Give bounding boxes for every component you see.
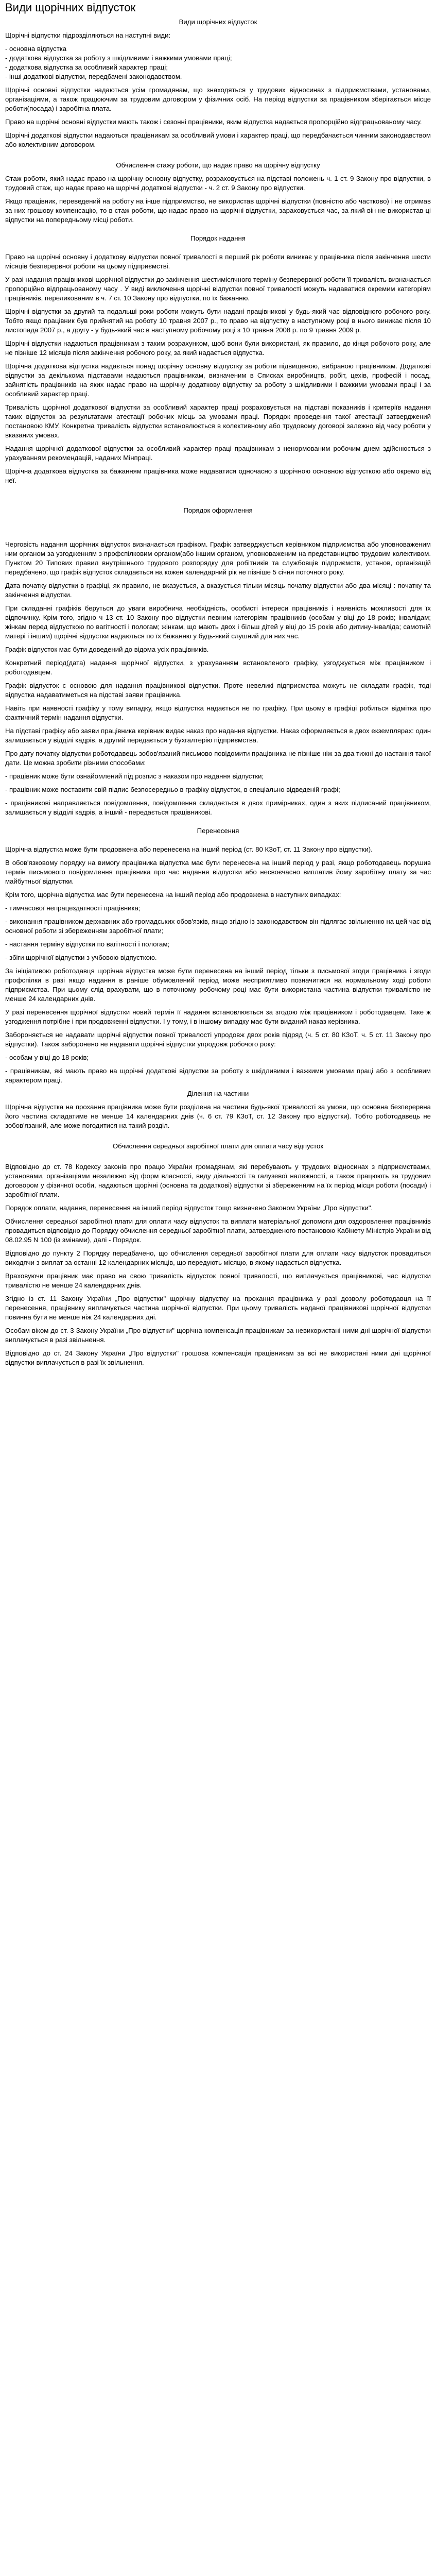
paragraph: Стаж роботи, який надає право на щорічну основну відпустку, розраховується на підставі положень ч. 1 ст. 9 Закону про відпустки, в трудовий стаж, що надає право на щорічні додаткові відпустки - ч. 2 ст. 9 Закону про відпустки. bbox=[5, 175, 431, 192]
paragraph: Черговість надання щорічних відпусток визначається графіком. Графік затверджується керівником підприємства або уповноваженим ним органом за узгодженням з профспілковим органом(або іншим органом, уповноваженим на представництво трудовим колективом. Пунктом 20 Типових правил внутрішнього трудового розпорядку для робітників та службовців підприємств, установ, організацій передбачено, що графік відпусток складається на кожен календарний рік не пізніше 5 січня поточного року. bbox=[5, 540, 431, 576]
paragraph: Щорічні додаткові відпустки надаються працівникам за особливий умови і характер праці, що передбачається чинним законодавством або колективним договором. bbox=[5, 131, 431, 148]
section-title-pay: Обчислення середньої заробітної плати для оплати часу відпусток bbox=[112, 1142, 324, 1150]
paragraph: Право на щорічні основні відпустки мають також і сезонні працівники, яким відпустка надається пропорційно відпрацьованому часу. bbox=[5, 118, 422, 126]
paragraph: Особам віком до ст. 3 Закону України „Про відпустки" щорічна компенсація працівникам за невикористані ними дні щорічної відпустки виплачується в разі звільнення. bbox=[5, 1327, 431, 1344]
paragraph: Щорічна відпустка може бути продовжена або перенесена на інший період (ст. 80 КЗоТ, ст. 11 Закону про відпустки). bbox=[5, 845, 373, 853]
paragraph: - виконання працівником державних або громадських обов'язків, якщо згідно із законодавством він підлягає звільненню на цей час від основної роботи зі збереженням заробітної плати; bbox=[5, 918, 431, 935]
section-title-stazh: Обчислення стажу роботи, що надає право на щорічну відпустку bbox=[116, 161, 320, 169]
list-item: - інші додаткові відпустки, передбачені законодавством. bbox=[5, 73, 182, 80]
paragraph: Щорічна відпустка на прохання працівника може бути розділена на частини будь-якої тривалості за умови, що основна безперервна його частина складатиме не менше 14 календарних днів (ч. 6 ст. 79 КЗоТ, ст. 12 Закону про відпустки). Тобто роботодавець не зобов'язаний, але може погодитися на такий розділ. bbox=[5, 1103, 431, 1129]
paragraph: За ініціативою роботодавця щорічна відпустка може бути перенесена на інший період тільки з письмової згоди працівника і згоди профспілки в разі якщо надання в раніше обумовлений період може несприятливо позначитися на нормальному ході роботи підприємства. При цьому слід врахувати, що в поточному робочому році має бути використана частина відпустки тривалістю не менше 24 календарних днів. bbox=[5, 967, 431, 1003]
intro-lead: Щорічні відпустки підрозділяються на наступні види: bbox=[5, 31, 171, 39]
paragraph: Щорічна додаткова відпустка надається понад щорічну основну відпустку за роботи підвищеною, вибраною працівникам. Додаткові відпустки за декількома підставами надаються працівникам, визначеним в Списках виробництв, робіт, цехів, професій і посад, зайнятість працівників на яких надає право на щорічну додаткову відпустку за роботу з шкідливими і важкими умовами праці і за особливий характер праці. bbox=[5, 362, 431, 398]
paragraph: - тимчасової непрацездатності працівника; bbox=[5, 904, 141, 912]
paragraph: Щорічні відпустки за другий та подальші роки роботи можуть бути надані працівникові у будь-який час відповідного робочого року. Тобто якщо працівник був прийнятий на роботу 10 травня 2007 р., то право на відпустку в наступному році в нього виникає після 10 листопада 2007 р., а другу - у будь-який час в наступному робочому році з 10 травня 2008 р. по 9 травня 2009 р. bbox=[5, 308, 431, 334]
paragraph: При складанні графіків беруться до уваги виробнича необхідність, особисті інтереси працівників і наявність можливості для їх відпочинку. Крім того, згідно ч 13 ст. 10 Закону про відпустки певним категоріям працівників (особам у віці до 18 років; інвалідам; жінкам перед відпусткою по вагітності і пологам; жінкам, що мають двох і більш дітей у віці до 15 років або дитину-інваліда; самотній матері і іншим) щорічні відпустки надаються по їх бажанню у будь-який слушний для них час. bbox=[5, 604, 431, 640]
paragraph: - особам у віці до 18 років; bbox=[5, 1054, 89, 1061]
paragraph: Порядок оплати, надання, перенесення на інший період відпусток тощо визначено Законом України „Про відпустки". bbox=[5, 1204, 373, 1212]
paragraph: Відповідно до пункту 2 Порядку передбачено, що обчислення середньої заробітної плати для оплати часу відпусток провадиться виходячи з виплат за останні 12 календарних місяців, що передують місяцю, в якому надається відпустка. bbox=[5, 1249, 431, 1266]
paragraph: Щорічні відпустки надаються працівникам з таким розрахунком, щоб вони були використані, як правило, до кінця робочого року, але не пізніше 12 місяців після закінчення робочого року, за який надається відпустка. bbox=[5, 340, 431, 357]
section-title-order: Порядок надання bbox=[190, 234, 246, 242]
paragraph: На підставі графіку або заяви працівника керівник видає наказ про надання відпустки. Наказ оформляється в двох екземплярах: один залишається у відділі кадрів, а другий передається у бухгалтерію підприємства. bbox=[5, 727, 431, 744]
paragraph: Конкретний період(дата) надання щорічної відпустки, з урахуванням встановленого графіку, узгоджується між працівником і роботодавцем. bbox=[5, 659, 431, 676]
paragraph: Графік відпусток має бути доведений до відома усіх працівників. bbox=[5, 646, 209, 653]
paragraph: Щорічні основні відпустки надаються усім громадянам, що знаходяться у трудових відносинах з підприємствами, установами, організаціями, а також працюючим за трудовим договором у фізичних осіб. На період відпустки за працівником зберігається місце роботи(посада) і заробітна плата. bbox=[5, 86, 431, 112]
list-item: - додаткова відпустка за роботу з шкідливими і важкими умовами праці; bbox=[5, 54, 232, 62]
paragraph: Тривалість щорічної додаткової відпустки за особливий характер праці розраховується на підставі показників і критеріїв надання таких відпусток за результатами атестації робочих місць за умовами праці. Порядок проведення такої атестації затверджений постановою КМУ. Конкретна тривалість відпустки встановлюється в колективному або трудовому договорі залежно від часу роботи у вказаних умовах. bbox=[5, 403, 431, 439]
paragraph: Відповідно до ст. 78 Кодексу законів про працю України громадянам, які перебувають у трудових відносинах з підприємствами, установами, організаціями незалежно від форм власності, виду діяльності та галузевої належності, а також працюють за трудовим договором у фізичної особи, надаються щорічні (основна та додаткові) відпустки зі збереженням на їх період місця роботи (посади) і заробітної плати. bbox=[5, 1163, 431, 1198]
paragraph: Обчислення середньої заробітної плати для оплати часу відпусток та виплати матеріальної допомоги для оздоровлення працівників провадиться відповідно до Порядку обчислення середньої заробітної плати, затвердженого постановою Кабінету Міністрів України від 08.02.95 N 100 (із змінами), далі - Порядок. bbox=[5, 1217, 431, 1244]
types-list bbox=[5, 44, 431, 81]
paragraph: Дата початку відпустки в графіці, як правило, не вказується, а вказується тільки місяць початку відпустки або два місяці : початку та закінчення відпустки. bbox=[5, 582, 431, 599]
paragraph: У разі перенесення щорічної відпустки новий термін її надання встановлюється за згодою між працівником і роботодавцем. Таке ж узгодження потрібне і при продовженні відпустки. І у тому, і в іншому випадку має бути виданий наказ керівника. bbox=[5, 1008, 431, 1025]
paragraph: Якщо працівник, переведений на роботу на інше підприємство, не використав щорічні відпустки (повністю або частково) і не отримав за них грошову компенсацію, то в стаж роботи, що надає право на щорічні відпустки, зараховується час, за який він не використав ці відпустки на попередньому місці роботи. bbox=[5, 197, 431, 224]
paragraph: Відповідно до ст. 24 Закону України „Про відпустки" грошова компенсація працівникам за всі не використані ними дні щорічної відпустки виплачується в разі їх звільнення. bbox=[5, 1349, 431, 1366]
paragraph: - працівникам, які мають право на щорічні додаткові відпустки за роботу з шкідливими і важкими умовами праці або з особливим характером праці. bbox=[5, 1067, 431, 1084]
paragraph: Забороняється не надавати щорічні відпустки повної тривалості упродовж двох років підряд (ч. 5 ст. 80 КЗоТ, ч. 5 ст. 11 Закону про відпустки). Також заборонено не надавати щорічні відпустки упродовж робочого року: bbox=[5, 1031, 431, 1048]
section-title-schedule: Порядок оформлення bbox=[183, 506, 253, 514]
section-title-transfer: Перенесення bbox=[197, 827, 239, 835]
paragraph: - настання терміну відпустки по вагітності і пологам; bbox=[5, 940, 170, 948]
paragraph: Згідно із ст. 11 Закону України „Про відпустки" щорічну відпустку на прохання працівника у разі дозволу роботодавця на її перенесення, працівнику виплачується частина щорічної відпустки. При цьому тривалість наданої працівникові щорічної відпустки повинна бути не менше ніж 24 календарних дні. bbox=[5, 1295, 431, 1321]
intro-heading: Види щорічних відпусток bbox=[179, 18, 257, 26]
paragraph: У разі надання працівникові щорічної відпустки до закінчення шестимісячного терміну безперервної роботи її тривалість визначається пропорційно відпрацьованому часу . У виді виключення щорічні відпустки повної тривалості можуть надаватися окремим категоріям працівників, переликованим в ч. 7 ст. 10 Закону про відпустки, по їх бажанню. bbox=[5, 276, 431, 302]
paragraph: Навіть при наявності графіку у тому випадку, якщо відпустка надається не по графіку. При цьому в графіці робиться відмітка про фактичний термін надання відпустки. bbox=[5, 704, 431, 721]
paragraph: В обов'язковому порядку на вимогу працівника відпустка має бути перенесена на інший період у разі, якщо роботодавець порушив термін письмового повідомлення працівника про час надання відпустки або несвоєчасно виплатив йому заробітну плату за час майбутньої відпустки. bbox=[5, 859, 431, 885]
paragraph: - працівникові направляється повідомлення, повідомлення складається в двох примірниках, один з яких підписаний працівником, залишається у відділі кадрів, а інший - передається працівникові. bbox=[5, 799, 431, 816]
section-title-parts: Ділення на частини bbox=[187, 1090, 249, 1097]
paragraph: - працівник може бути ознайомлений під розпис з наказом про надання відпустки; bbox=[5, 772, 264, 780]
paragraph: Право на щорічні основну і додаткову відпустки повної тривалості в перший рік роботи виникає у працівника після закінчення шести місяців безперервної роботи на цьому підприємстві. bbox=[5, 253, 431, 270]
list-item: - додаткова відпустка за особливий характер праці; bbox=[5, 63, 168, 71]
paragraph: Щорічна додаткова відпустка за бажанням працівника може надаватися одночасно з щорічною основною відпусткою або окремо від неї. bbox=[5, 467, 431, 484]
paragraph: - збіги щорічної відпустки з учбовою відпусткою. bbox=[5, 954, 157, 961]
paragraph: Враховуючи працівник має право на свою тривалість відпусток повної тривалості, що виплачується працівникові, час відпустки тривалістю не менше 24 календарних днів. bbox=[5, 1272, 431, 1289]
paragraph: Про дату початку відпустки роботодавець зобов'язаний письмово повідомити працівника не пізніше ніж за два тижні до настання такої дати. Це можна зробити різними способами: bbox=[5, 750, 431, 767]
list-item: - основна відпустка bbox=[5, 45, 67, 53]
paragraph: - працівник може поставити свій підпис безпосередньо в графіку відпусток, в спеціально відведеній графі; bbox=[5, 786, 340, 793]
page-title: Види щорічних відпусток bbox=[5, 1, 136, 14]
paragraph: Надання щорічної додаткової відпустки за особливий характер праці працівникам з ненормованим робочим днем здійснюється з урахуванням рекомендацій, наданих Мінпраці. bbox=[5, 445, 431, 462]
paragraph: Графік відпусток є основою для надання працівникові відпустки. Проте невеликі підприємства можуть не складати графік, тоді відпустка надаватиметься на підставі заяви працівника. bbox=[5, 682, 431, 699]
paragraph: Крім того, щорічна відпустка має бути перенесена на інший період або продовжена в наступних випадках: bbox=[5, 891, 341, 899]
